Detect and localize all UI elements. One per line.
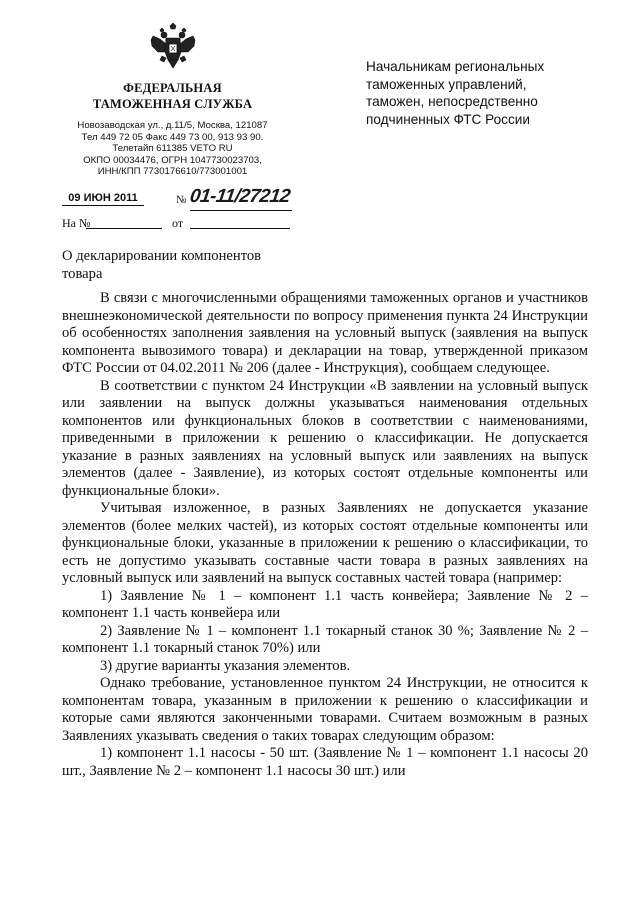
subject-line: О декларировании компонентов xyxy=(62,248,262,264)
org-phone-fax: Тел 449 72 05 Факс 449 73 00, 913 93 90. xyxy=(81,131,264,143)
registration-number-underline xyxy=(190,210,292,211)
addressee-block xyxy=(366,58,596,128)
org-name-line-1: ФЕДЕРАЛЬНАЯ xyxy=(123,81,222,95)
body-list-item: 3) другие варианты указания элементов. xyxy=(100,657,351,674)
registration-line xyxy=(62,186,292,214)
letter-body xyxy=(62,290,588,780)
org-inn-kpp: ИНН/КПП 7730176610/773001001 xyxy=(97,166,248,178)
addressee-line: таможенных управлений, xyxy=(366,76,527,92)
body-paragraph: В соответствии с пунктом 24 Инструкции «В заявлении на условный выпуск или заявлении на выпуск должны указываться наименования отдельных компонентов или функциональных блоков в соответствии с наименованиями, приведенными в приложении к решению о классификации. Не допускается указание в разных заявлениях на условный выпуск или заявлениях на выпуск элементов (далее - Заявление), из которых состоят отдельные компоненты или функциональные блоки». xyxy=(62,377,588,499)
reference-line xyxy=(62,216,292,232)
body-list-item: 1) Заявление № 1 – компонент 1.1 часть конвейера; Заявление № 2 – компонент 1.1 часть конвейера или xyxy=(62,587,588,621)
org-teletype: Телетайп 611385 VETO RU xyxy=(112,143,233,155)
subject-line: товара xyxy=(62,265,103,282)
organization-name xyxy=(70,80,275,112)
organization-contacts xyxy=(60,120,285,178)
addressee-line: таможен, непосредственно xyxy=(366,94,538,109)
registration-number: 01-11/27212 xyxy=(188,186,292,207)
body-paragraph: Однако требование, установленное пунктом 24 Инструкции, не относится к компонентам товара, указанным в приложении к решению о классификации и которые сами являются законченными товарами. Считаем возможным в разных Заявлениях указывать сведения о таких товарах следующим образом: xyxy=(62,675,588,744)
org-okpo-ogrn: ОКПО 00034476, ОГРН 1047730023703, xyxy=(83,154,262,166)
reference-number-blank xyxy=(86,228,162,229)
org-address: Новозаводская ул., д.11/5, Москва, 121087 xyxy=(77,120,268,131)
body-paragraph: Учитывая изложенное, в разных Заявлениях не допускается указание элементов (более мелких частей), из которых состоят отдельные компоненты или функциональные блоки, указанные в приложении к решению о классификации, то есть не допустимо указывать составные части товара в разных заявлениях на условный выпуск или заявлений на выпуск составных частей товара (например: xyxy=(62,500,588,586)
letter-subject xyxy=(62,248,302,283)
body-list-item: 1) компонент 1.1 насосы - 50 шт. (Заявление № 1 – компонент 1.1 насосы 20 шт., Заявление № 2 – компонент 1.1 насосы 30 шт.) или xyxy=(62,745,588,779)
org-name-line-2: ТАМОЖЕННАЯ СЛУЖБА xyxy=(92,97,253,111)
registration-date: 09 ИЮН 2011 xyxy=(62,192,144,206)
double-headed-eagle-icon xyxy=(148,22,198,72)
body-paragraph: В связи с многочисленными обращениями таможенных органов и участников внешнеэкономической деятельности по вопросу применения пункта 24 Инструкции об особенностях заполнения заявления на условный выпуск (заявления на выпуск компонента вывозимого товара) и декларации на товар, утвержденной приказом ФТС России от 04.02.2011 № 206 (далее - Инструкция), сообщаем следующее. xyxy=(62,290,588,376)
reference-date-blank xyxy=(190,228,290,229)
addressee-line: подчиненных ФТС России xyxy=(366,111,530,127)
registration-number-label: № xyxy=(176,194,187,206)
body-list-item: 2) Заявление № 1 – компонент 1.1 токарный станок 30 %; Заявление № 2 – компонент 1.1 токарный станок 70%) или xyxy=(62,622,588,656)
reference-from-label: от xyxy=(172,216,184,230)
reference-number-label: На № xyxy=(62,216,91,230)
addressee-line: Начальникам региональных xyxy=(366,59,545,74)
